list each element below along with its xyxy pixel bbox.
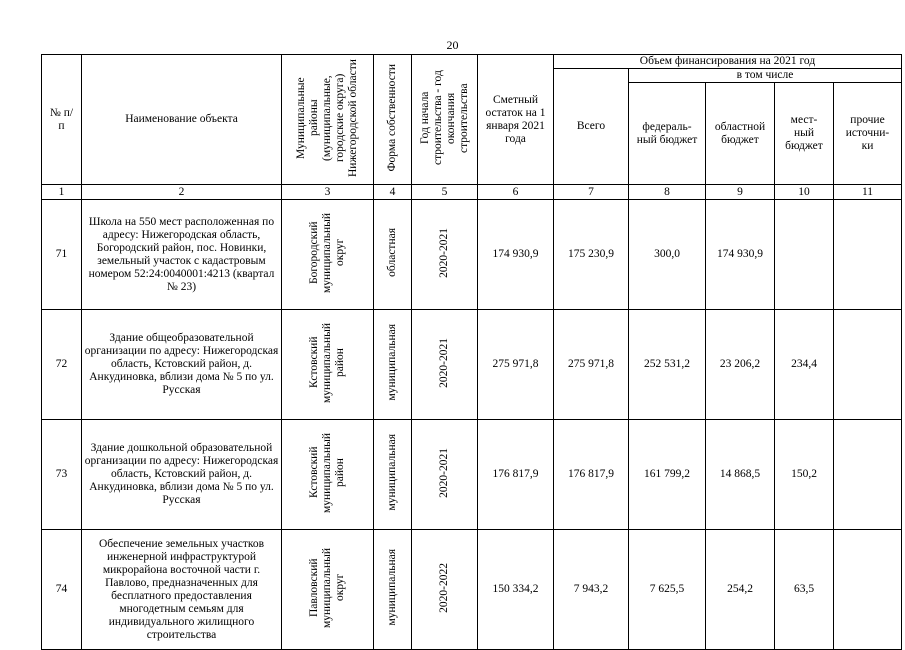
- row-ownership: областная: [374, 200, 412, 310]
- column-number: 4: [374, 185, 412, 200]
- column-number: 7: [554, 185, 629, 200]
- row-district: Богородский муниципальный округ: [282, 200, 374, 310]
- row-local: 234,4: [775, 310, 834, 420]
- column-number: 9: [706, 185, 775, 200]
- row-ownership: муниципальная: [374, 420, 412, 530]
- row-balance: 150 334,2: [478, 530, 554, 650]
- header-other: прочие источни-ки: [834, 83, 902, 185]
- header-including: в том числе: [629, 69, 902, 83]
- row-ownership: муниципальная: [374, 530, 412, 650]
- row-district: Кстовский муниципальный район: [282, 420, 374, 530]
- page-number: 20: [446, 38, 459, 52]
- header-balance: Сметный остаток на 1 января 2021 года: [478, 55, 554, 185]
- row-total: 176 817,9: [554, 420, 629, 530]
- header-federal: федераль-ный бюджет: [629, 83, 706, 185]
- table-row: [42, 420, 902, 530]
- row-balance: 176 817,9: [478, 420, 554, 530]
- funding-table: [41, 54, 902, 650]
- row-other: [834, 420, 902, 530]
- column-number: 3: [282, 185, 374, 200]
- row-num: 72: [42, 310, 82, 420]
- header-local: мест-ный бюджет: [775, 83, 834, 185]
- header-num: № п/п: [42, 55, 82, 185]
- row-ownership: муниципальная: [374, 310, 412, 420]
- table-row: [42, 310, 902, 420]
- header-district: Муниципальные районы (муниципальные, городские округа) Нижегородской области: [282, 55, 374, 185]
- row-local: 63,5: [775, 530, 834, 650]
- row-other: [834, 200, 902, 310]
- row-years: 2020-2021: [412, 420, 478, 530]
- row-num: 73: [42, 420, 82, 530]
- column-number: 10: [775, 185, 834, 200]
- column-number: 5: [412, 185, 478, 200]
- row-local: 150,2: [775, 420, 834, 530]
- row-district: Павловский муниципальный округ: [282, 530, 374, 650]
- row-total: 175 230,9: [554, 200, 629, 310]
- row-name: Школа на 550 мест расположенная по адресу: Нижегородская область, Богородский район, пос. Новинки, земельный участок с кадастровым номером 52:24:0040001:4213 (квартал № 23): [82, 200, 282, 310]
- row-regional: 14 868,5: [706, 420, 775, 530]
- column-number: 1: [42, 185, 82, 200]
- row-district: Кстовский муниципальный район: [282, 310, 374, 420]
- row-balance: 275 971,8: [478, 310, 554, 420]
- table-row: [42, 530, 902, 650]
- row-num: 71: [42, 200, 82, 310]
- row-federal: 161 799,2: [629, 420, 706, 530]
- header-years: Год начала строительства - год окончания строительства: [412, 55, 478, 185]
- header-ownership: Форма собственности: [374, 55, 412, 185]
- row-years: 2020-2021: [412, 200, 478, 310]
- row-federal: 300,0: [629, 200, 706, 310]
- row-num: 74: [42, 530, 82, 650]
- header-funding-group: Объем финансирования на 2021 год: [554, 55, 902, 69]
- column-number: 8: [629, 185, 706, 200]
- row-total: 275 971,8: [554, 310, 629, 420]
- column-number-row: [42, 185, 902, 200]
- header-name: Наименование объекта: [82, 55, 282, 185]
- table-row: [42, 200, 902, 310]
- row-federal: 7 625,5: [629, 530, 706, 650]
- row-total: 7 943,2: [554, 530, 629, 650]
- header-total: Всего: [554, 69, 629, 185]
- row-years: 2020-2022: [412, 530, 478, 650]
- row-name: Здание дошкольной образовательной организации по адресу: Нижегородская область, Кстовский район, д. Анкудиновка, вблизи дома № 5 по ул. Русская: [82, 420, 282, 530]
- column-number: 6: [478, 185, 554, 200]
- row-balance: 174 930,9: [478, 200, 554, 310]
- row-regional: 23 206,2: [706, 310, 775, 420]
- row-other: [834, 530, 902, 650]
- column-number: 2: [82, 185, 282, 200]
- row-regional: 254,2: [706, 530, 775, 650]
- row-federal: 252 531,2: [629, 310, 706, 420]
- row-local: [775, 200, 834, 310]
- row-name: Здание общеобразовательной организации по адресу: Нижегородская область, Кстовский район, д. Анкудиновка, вблизи дома № 5 по ул. Русская: [82, 310, 282, 420]
- column-number: 11: [834, 185, 902, 200]
- header-regional: областной бюджет: [706, 83, 775, 185]
- row-years: 2020-2021: [412, 310, 478, 420]
- row-other: [834, 310, 902, 420]
- row-regional: 174 930,9: [706, 200, 775, 310]
- row-name: Обеспечение земельных участков инженерной инфраструктурой микрорайона восточной части г. Павлово, предназначенных для бесплатного предоставления многодетным семьям для индивидуального жилищного строительства: [82, 530, 282, 650]
